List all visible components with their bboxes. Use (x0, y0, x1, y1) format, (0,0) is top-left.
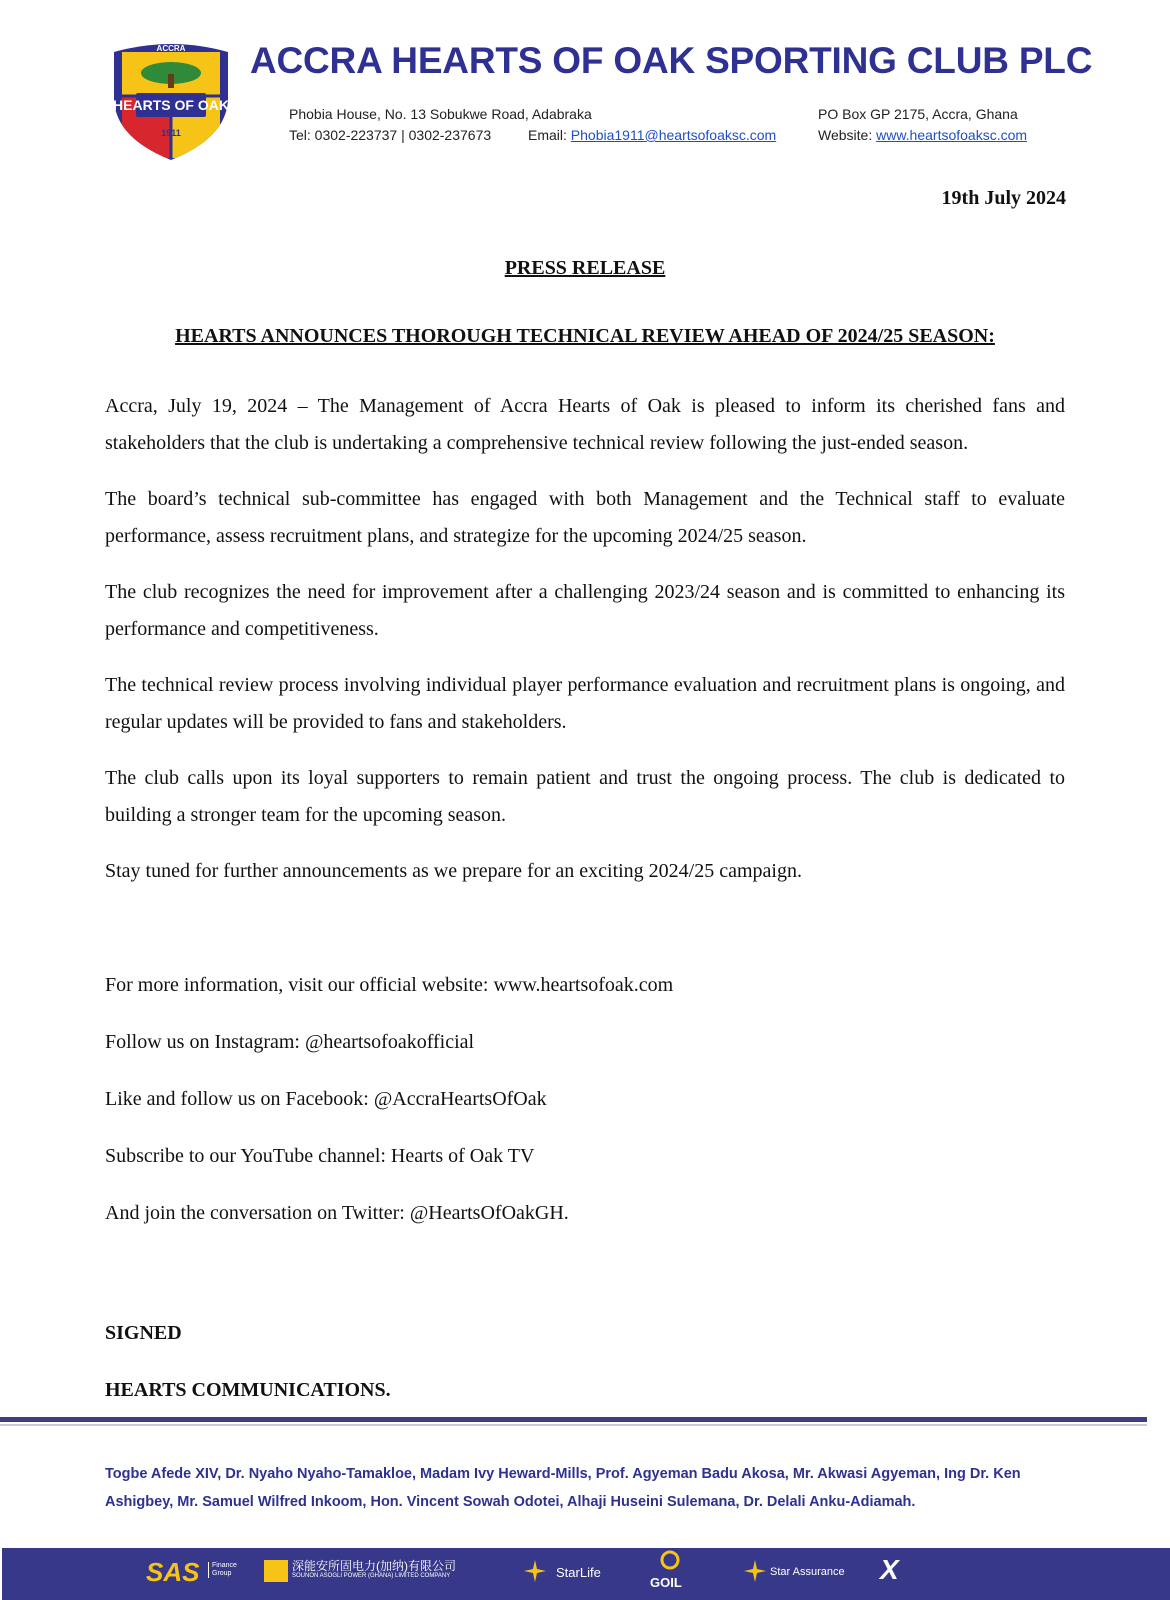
social-links (105, 975, 673, 1260)
club-crest-logo (108, 38, 234, 162)
sponsor-sounon-name: 深能安所固电力(加纳)有限公司 (292, 1559, 456, 1573)
sponsor-sas-subtitle: Finance Group (208, 1562, 242, 1578)
signatory-name: HEARTS COMMUNICATIONS. (105, 1379, 391, 1401)
twitter-line: And join the conversation on Twitter: @HeartsOfOakGH. (105, 1202, 569, 1224)
sponsor-goil-logo: GOIL (650, 1575, 682, 1590)
club-telephone: Tel: 0302-223737 | 0302-237673 (289, 127, 492, 143)
body-paragraph: The club recognizes the need for improvement after a challenging 2023/24 season and is committed to enhancing its performance and competitiveness. (105, 581, 1065, 640)
release-headline-text: HEARTS ANNOUNCES THOROUGH TECHNICAL REVIEW AHEAD OF 2024/25 SEASON: (175, 325, 995, 347)
footer-divider-shadow (0, 1424, 1147, 1426)
body-paragraph: Stay tuned for further announcements as we prepare for an exciting 2024/25 campaign. (105, 860, 802, 882)
signed-label: SIGNED (105, 1322, 182, 1344)
star-assurance-star-icon (740, 1558, 770, 1584)
press-release-title (0, 257, 1170, 280)
goil-emblem-icon (659, 1550, 681, 1570)
crest-band-text: HEARTS OF OAK (113, 97, 229, 113)
club-email-row (528, 127, 776, 143)
website-label: Website: (818, 127, 873, 143)
sponsor-sounon-icon (264, 1560, 288, 1582)
club-website-row (818, 127, 1027, 143)
crest-top-text: ACCRA (156, 44, 186, 53)
instagram-line: Follow us on Instagram: @heartsofoakofficial (105, 1031, 475, 1053)
website-link[interactable]: www.heartsofoaksc.com (876, 127, 1028, 143)
body-paragraph: The club calls upon its loyal supporters to remain patient and trust the ongoing process. The club is dedicated to building a stronger team for the upcoming season. (105, 767, 1065, 826)
starlife-star-icon (520, 1558, 550, 1584)
sponsor-sounon-subtitle: SOUNON ASOGLI POWER (GHANA) LIMITED COMPANY (292, 1573, 451, 1579)
sponsor-bar (2, 1548, 1170, 1600)
club-address: Phobia House, No. 13 Sobukwe Road, Adabraka (289, 106, 592, 122)
sponsor-x-logo: X (880, 1554, 899, 1585)
email-link[interactable]: Phobia1911@heartsofoaksc.com (570, 127, 777, 143)
youtube-line: Subscribe to our YouTube channel: Hearts of Oak TV (105, 1145, 535, 1167)
board-members: Togbe Afede XIV, Dr. Nyaho Nyaho-Tamakloe, Madam Ivy Heward-Mills, Prof. Agyeman Badu Akosa, Mr. Akwasi Agyeman, Ing Dr. Ken Ashigbey, Mr. Samuel Wilfred Inkoom, Hon. Vincent Sowah Odotei, Alhaji Huseini Sulemana, Dr. Delali Anku-Adiamah. (105, 1466, 1021, 1510)
club-po-box: PO Box GP 2175, Accra, Ghana (818, 106, 1018, 122)
email-label: Email: (528, 127, 567, 143)
club-name-heading: ACCRA HEARTS OF OAK SPORTING CLUB PLC (250, 40, 1093, 81)
footer-divider (0, 1417, 1147, 1422)
press-release-title-text: PRESS RELEASE (504, 257, 666, 279)
body-paragraph: The technical review process involving individual player performance evaluation and recruitment plans is ongoing, and regular updates will be provided to fans and stakeholders. (105, 674, 1065, 733)
release-headline (0, 325, 1170, 348)
sponsor-starlife-logo: StarLife (556, 1565, 601, 1580)
body-paragraph: The board’s technical sub-committee has engaged with both Management and the Technical staff to evaluate performance, assess recruitment plans, and strategize for the upcoming 2024/25 season. (105, 488, 1065, 547)
release-date: 19th July 2024 (941, 187, 1066, 209)
sponsor-sas-logo: SAS (146, 1557, 200, 1587)
sponsor-star-assurance-logo: Star Assurance (770, 1566, 845, 1578)
release-body (105, 388, 1065, 909)
website-info-line: For more information, visit our official website: www.heartsofoak.com (105, 974, 674, 996)
facebook-line: Like and follow us on Facebook: @AccraHeartsOfOak (105, 1088, 547, 1110)
body-paragraph: Accra, July 19, 2024 – The Management of Accra Hearts of Oak is pleased to inform its cherished fans and stakeholders that the club is undertaking a comprehensive technical review following the just-ended season. (105, 395, 1065, 454)
crest-year: 1911 (161, 128, 181, 138)
